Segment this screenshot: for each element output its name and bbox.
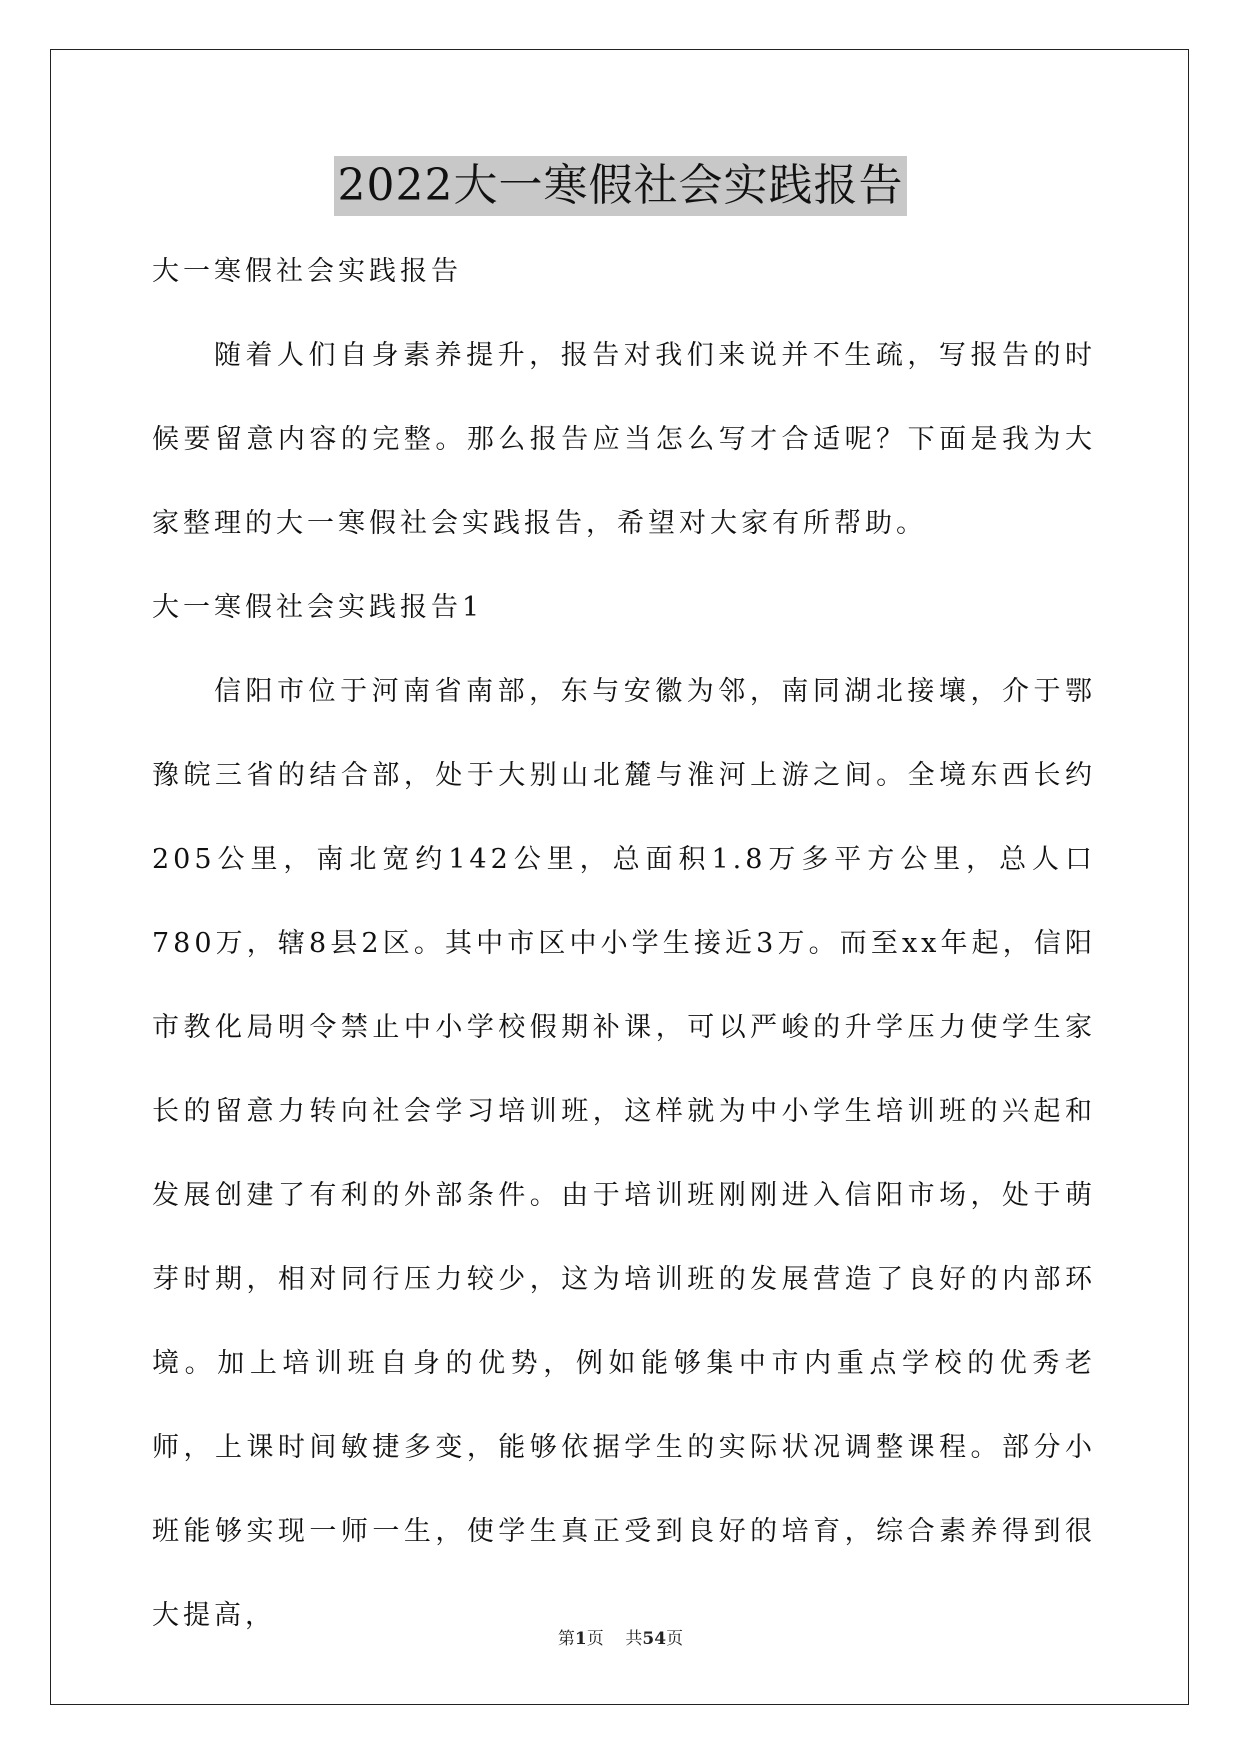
document-body — [152, 230, 1096, 1658]
page-suffix: 页 — [586, 1629, 604, 1649]
total-prefix: 共 — [625, 1629, 643, 1649]
subtitle: 大一寒假社会实践报告 — [152, 256, 462, 287]
total-suffix: 页 — [666, 1629, 684, 1649]
intro-paragraph: 随着人们自身素养提升，报告对我们来说并不生疏，写报告的时候要留意内容的完整。那么报告应当怎么写才合适呢？下面是我为大家整理的大一寒假社会实践报告，希望对大家有所帮助。 — [152, 340, 1096, 539]
document-title: 2022大一寒假社会实践报告 — [334, 156, 908, 216]
section-heading: 大一寒假社会实践报告1 — [152, 592, 484, 623]
page-footer — [0, 1624, 1241, 1649]
body-paragraph: 信阳市位于河南省南部，东与安徽为邻，南同湖北接壤，介于鄂豫皖三省的结合部，处于大别山北麓与淮河上游之间。全境东西长约205公里，南北宽约142公里，总面积1.8万多平方公里，总人口780万，辖8县2区。其中市区中小学生接近3万。而至xx年起，信阳市教化局明令禁止中小学校假期补课，可以严峻的升学压力使学生家长的留意力转向社会学习培训班，这样就为中小学生培训班的兴起和发展创建了有利的外部条件。由于培训班刚刚进入信阳市场，处于萌芽时期，相对同行压力较少，这为培训班的发展营造了良好的内部环境。加上培训班自身的优势，例如能够集中市内重点学校的优秀老师，上课时间敏捷多变，能够依据学生的实际状况调整课程。部分小班能够实现一师一生，使学生真正受到良好的培育，综合素养得到很大提高， — [152, 676, 1096, 1631]
page-prefix: 第 — [557, 1629, 575, 1649]
total-pages: 54 — [642, 1629, 667, 1649]
title-container — [0, 156, 1241, 216]
page-number: 1 — [574, 1629, 587, 1649]
